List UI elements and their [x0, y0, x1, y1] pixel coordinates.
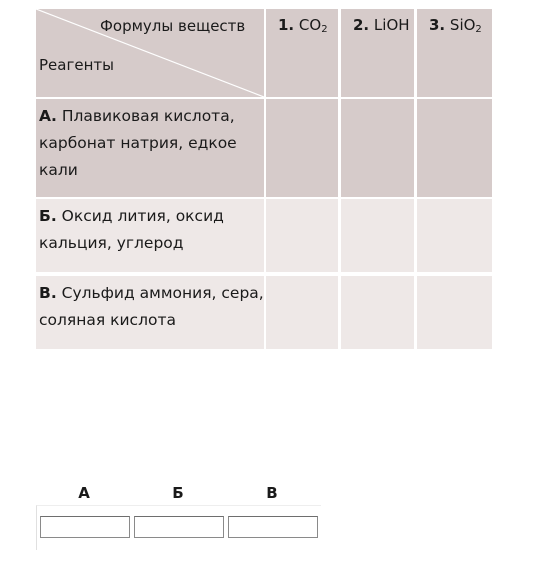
row-letter: Б. [39, 207, 57, 225]
row-group-label: Реагенты [39, 56, 114, 74]
table-cell [417, 276, 492, 349]
column-number: 1. [278, 16, 295, 34]
answer-input-v[interactable] [228, 516, 318, 538]
column-formula: SiO [449, 16, 476, 34]
column-header-lioh [341, 9, 414, 97]
column-number: 2. [353, 16, 370, 34]
answer-labels [36, 484, 320, 504]
row-text: Плавиковая кислота, карбонат натрия, едкое кали [39, 107, 237, 179]
answer-row [36, 505, 321, 550]
row-letter: А. [39, 107, 57, 125]
column-number: 3. [429, 16, 446, 34]
table-cell [266, 99, 338, 197]
formula-subscript: 2 [475, 24, 482, 35]
table-cell [266, 199, 338, 272]
row-text: Оксид лития, оксид кальция, углерод [39, 207, 224, 252]
column-header-co2 [266, 9, 338, 97]
answer-input-b[interactable] [134, 516, 224, 538]
table-corner-cell [36, 9, 264, 97]
table-cell [341, 276, 414, 349]
answer-label-a: А [78, 484, 90, 502]
table-cell [266, 276, 338, 349]
answer-label-v: В [266, 484, 278, 502]
answer-input-a[interactable] [40, 516, 130, 538]
table-cell [341, 199, 414, 272]
answer-label-b: Б [172, 484, 184, 502]
table-cell [417, 199, 492, 272]
row-label-b [36, 199, 264, 272]
row-text: Сульфид аммония, сера, соляная кислота [39, 284, 264, 329]
row-letter: В. [39, 284, 57, 302]
reagents-table [36, 9, 492, 349]
table-cell [341, 99, 414, 197]
table-cell [417, 99, 492, 197]
row-label-a [36, 99, 264, 197]
row-label-v [36, 276, 264, 349]
column-formula: CO [298, 16, 322, 34]
formula-subscript: 2 [321, 24, 328, 35]
column-group-label: Формулы веществ [100, 17, 246, 35]
column-header-sio2 [417, 9, 492, 97]
column-formula: LiOH [373, 16, 410, 34]
